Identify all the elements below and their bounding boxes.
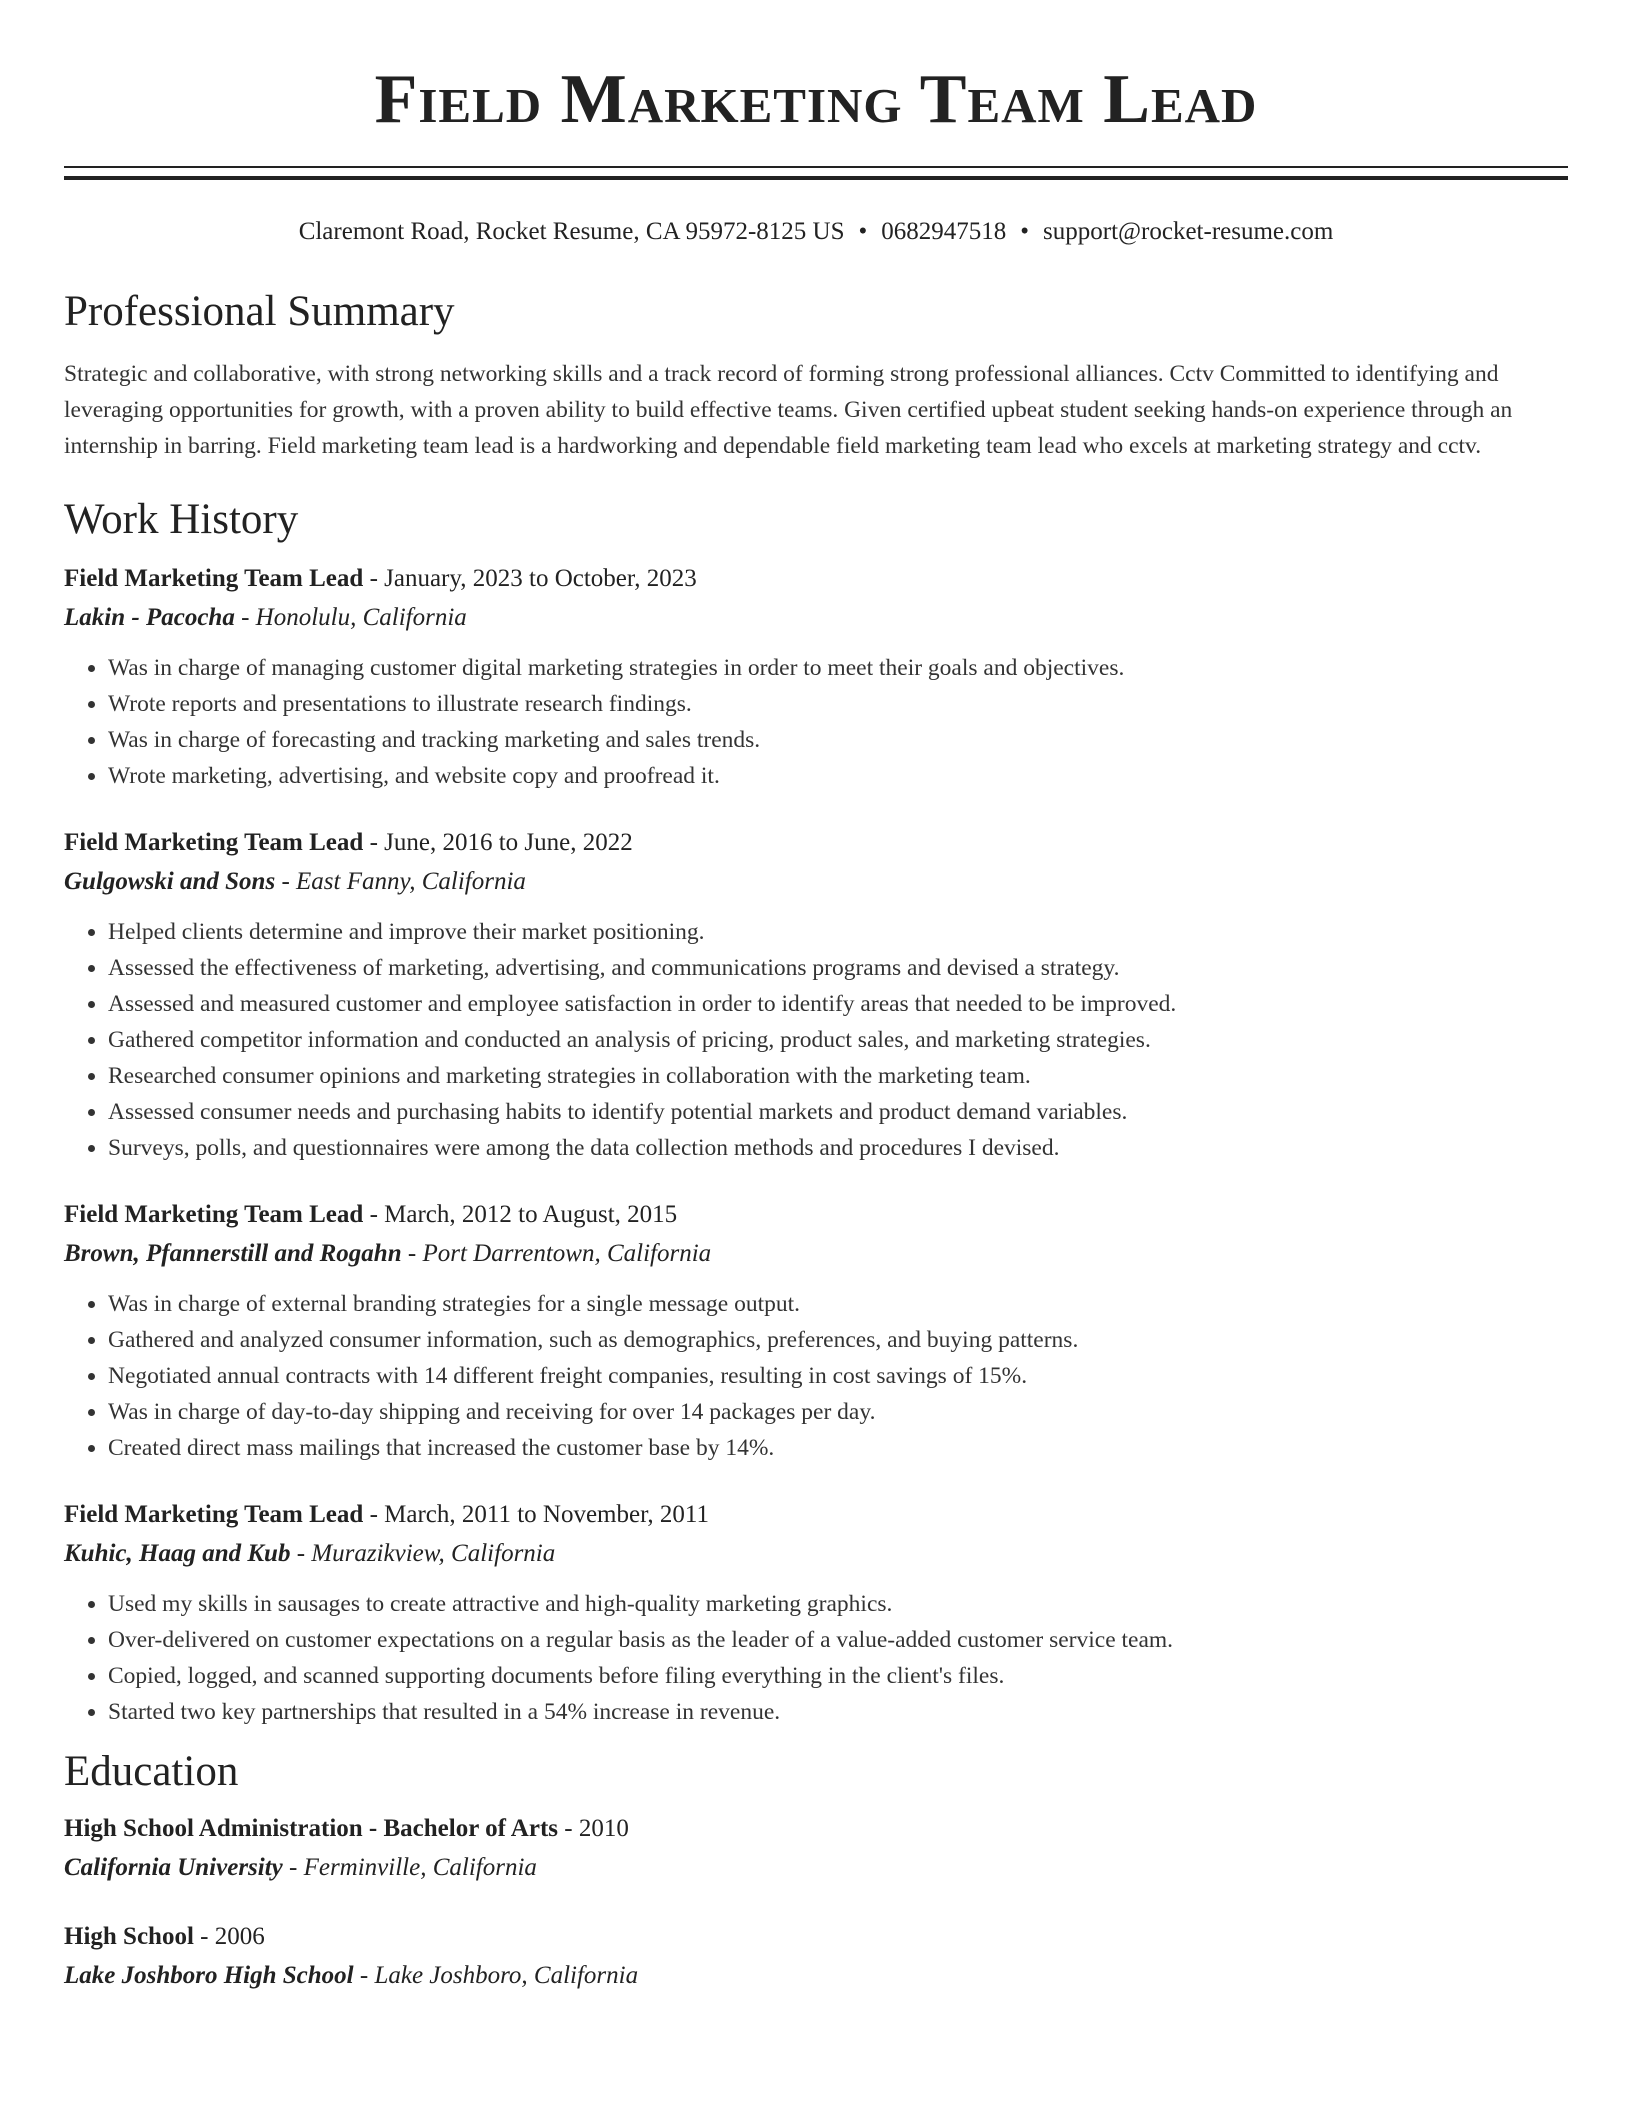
education-location: - Ferminville, California (282, 1854, 537, 1881)
job-bullet: • Assessed and measured customer and employee satisfaction in order to identify areas that needed to be improved. (108, 986, 1568, 1022)
contact-phone[interactable]: 0682947518 (881, 218, 1007, 245)
education-school: California University (64, 1854, 283, 1881)
job-bullet: • Negotiated annual contracts with 14 different freight companies, resulting in cost savings of 15%. (108, 1358, 1568, 1394)
job-dates: - January, 2023 to October, 2023 (363, 565, 697, 592)
education-location: - Lake Joshboro, California (353, 1962, 639, 1989)
education-heading (64, 1918, 1568, 1956)
header-double-rule (64, 166, 1568, 180)
job-bullet: • Surveys, polls, and questionnaires were among the data collection methods and procedures I devised. (108, 1130, 1568, 1166)
education-year: - 2006 (193, 1923, 265, 1950)
job-bullet: • Assessed consumer needs and purchasing habits to identify potential markets and product demand variables. (108, 1094, 1568, 1130)
job-bullet: • Was in charge of external branding strategies for a single message output. (108, 1286, 1568, 1322)
section-title-work-history: Work History (64, 496, 299, 543)
job-employer (64, 862, 1568, 902)
job-heading (64, 1196, 1568, 1234)
education-heading (64, 1810, 1568, 1848)
resume-name-heading: Field Marketing Team Lead (374, 61, 1258, 138)
job-company: Kuhic, Haag and Kub (64, 1540, 291, 1567)
job-location: - Port Darrentown, California (401, 1240, 712, 1267)
job-bullet: • Wrote marketing, advertising, and website copy and proofread it. (108, 758, 1568, 794)
education-year: - 2010 (558, 1815, 629, 1842)
job-entry (64, 824, 1568, 1166)
education-degree: High School (64, 1923, 194, 1950)
education-institution (64, 1848, 1568, 1888)
job-bullet: • Over-delivered on customer expectations on a regular basis as the leader of a value-added customer service team. (108, 1622, 1568, 1658)
contact-email[interactable]: support@rocket-resume.com (1043, 218, 1334, 245)
job-employer (64, 1534, 1568, 1574)
job-entry (64, 1196, 1568, 1466)
job-heading (64, 824, 1568, 862)
job-dates: - March, 2012 to August, 2015 (363, 1201, 678, 1228)
job-dates: - June, 2016 to June, 2022 (363, 829, 633, 856)
job-bullet: • Gathered and analyzed consumer information, such as demographics, preferences, and buying patterns. (108, 1322, 1568, 1358)
job-role: Field Marketing Team Lead (64, 565, 364, 592)
contact-separator: • (1020, 218, 1030, 245)
job-bullets (64, 914, 1568, 1166)
job-bullets (64, 1586, 1568, 1730)
education-degree: High School Administration - Bachelor of Arts (64, 1815, 559, 1842)
job-employer (64, 1234, 1568, 1274)
job-location: - Honolulu, California (234, 604, 467, 631)
job-company: Brown, Pfannerstill and Rogahn (64, 1240, 402, 1267)
job-employer (64, 598, 1568, 638)
job-bullets (64, 1286, 1568, 1466)
education-entry (64, 1810, 1568, 1888)
job-bullet: • Copied, logged, and scanned supporting documents before filing everything in the client's files. (108, 1658, 1568, 1694)
job-bullet: • Started two key partnerships that resulted in a 54% increase in revenue. (108, 1694, 1568, 1730)
contact-address: Claremont Road, Rocket Resume, CA 95972-8125 US (298, 218, 845, 245)
job-heading (64, 560, 1568, 598)
job-bullet: • Created direct mass mailings that increased the customer base by 14%. (108, 1430, 1568, 1466)
job-bullets (64, 650, 1568, 794)
job-entry (64, 1496, 1568, 1730)
job-role: Field Marketing Team Lead (64, 1201, 364, 1228)
contact-separator: • (858, 218, 868, 245)
job-location: - Murazikview, California (290, 1540, 556, 1567)
job-bullet: • Gathered competitor information and conducted an analysis of pricing, product sales, and marketing strategies. (108, 1022, 1568, 1058)
education-entry (64, 1918, 1568, 1996)
job-bullet: • Assessed the effectiveness of marketing, advertising, and communications programs and devised a strategy. (108, 950, 1568, 986)
job-bullet: • Was in charge of day-to-day shipping and receiving for over 14 packages per day. (108, 1394, 1568, 1430)
summary-text: Strategic and collaborative, with strong networking skills and a track record of forming strong professional alliances. Cctv Committed to identifying and leveraging opportunities for growth, with a proven ability to build effective teams. Given certified upbeat student seeking hands-on experience through an internship in barring. Field marketing team lead is a hardworking and dependable field marketing team lead who excels at marketing strategy and cctv. (64, 361, 1513, 459)
education-institution (64, 1956, 1568, 1996)
job-dates: - March, 2011 to November, 2011 (363, 1501, 709, 1528)
section-title-education: Education (64, 1748, 239, 1795)
job-bullet: • Researched consumer opinions and marketing strategies in collaboration with the marketing team. (108, 1058, 1568, 1094)
job-bullet: • Was in charge of managing customer digital marketing strategies in order to meet their goals and objectives. (108, 650, 1568, 686)
contact-line (64, 216, 1568, 248)
section-title-summary: Professional Summary (64, 288, 455, 335)
job-role: Field Marketing Team Lead (64, 1501, 364, 1528)
job-company: Lakin - Pacocha (64, 604, 235, 631)
job-bullet: • Helped clients determine and improve their market positioning. (108, 914, 1568, 950)
job-entry (64, 560, 1568, 794)
job-company: Gulgowski and Sons (64, 868, 276, 895)
education-school: Lake Joshboro High School (64, 1962, 354, 1989)
job-bullet: • Was in charge of forecasting and tracking marketing and sales trends. (108, 722, 1568, 758)
job-role: Field Marketing Team Lead (64, 829, 364, 856)
job-heading (64, 1496, 1568, 1534)
job-bullet: • Used my skills in sausages to create attractive and high-quality marketing graphics. (108, 1586, 1568, 1622)
job-bullet: • Wrote reports and presentations to illustrate research findings. (108, 686, 1568, 722)
job-location: - East Fanny, California (275, 868, 526, 895)
